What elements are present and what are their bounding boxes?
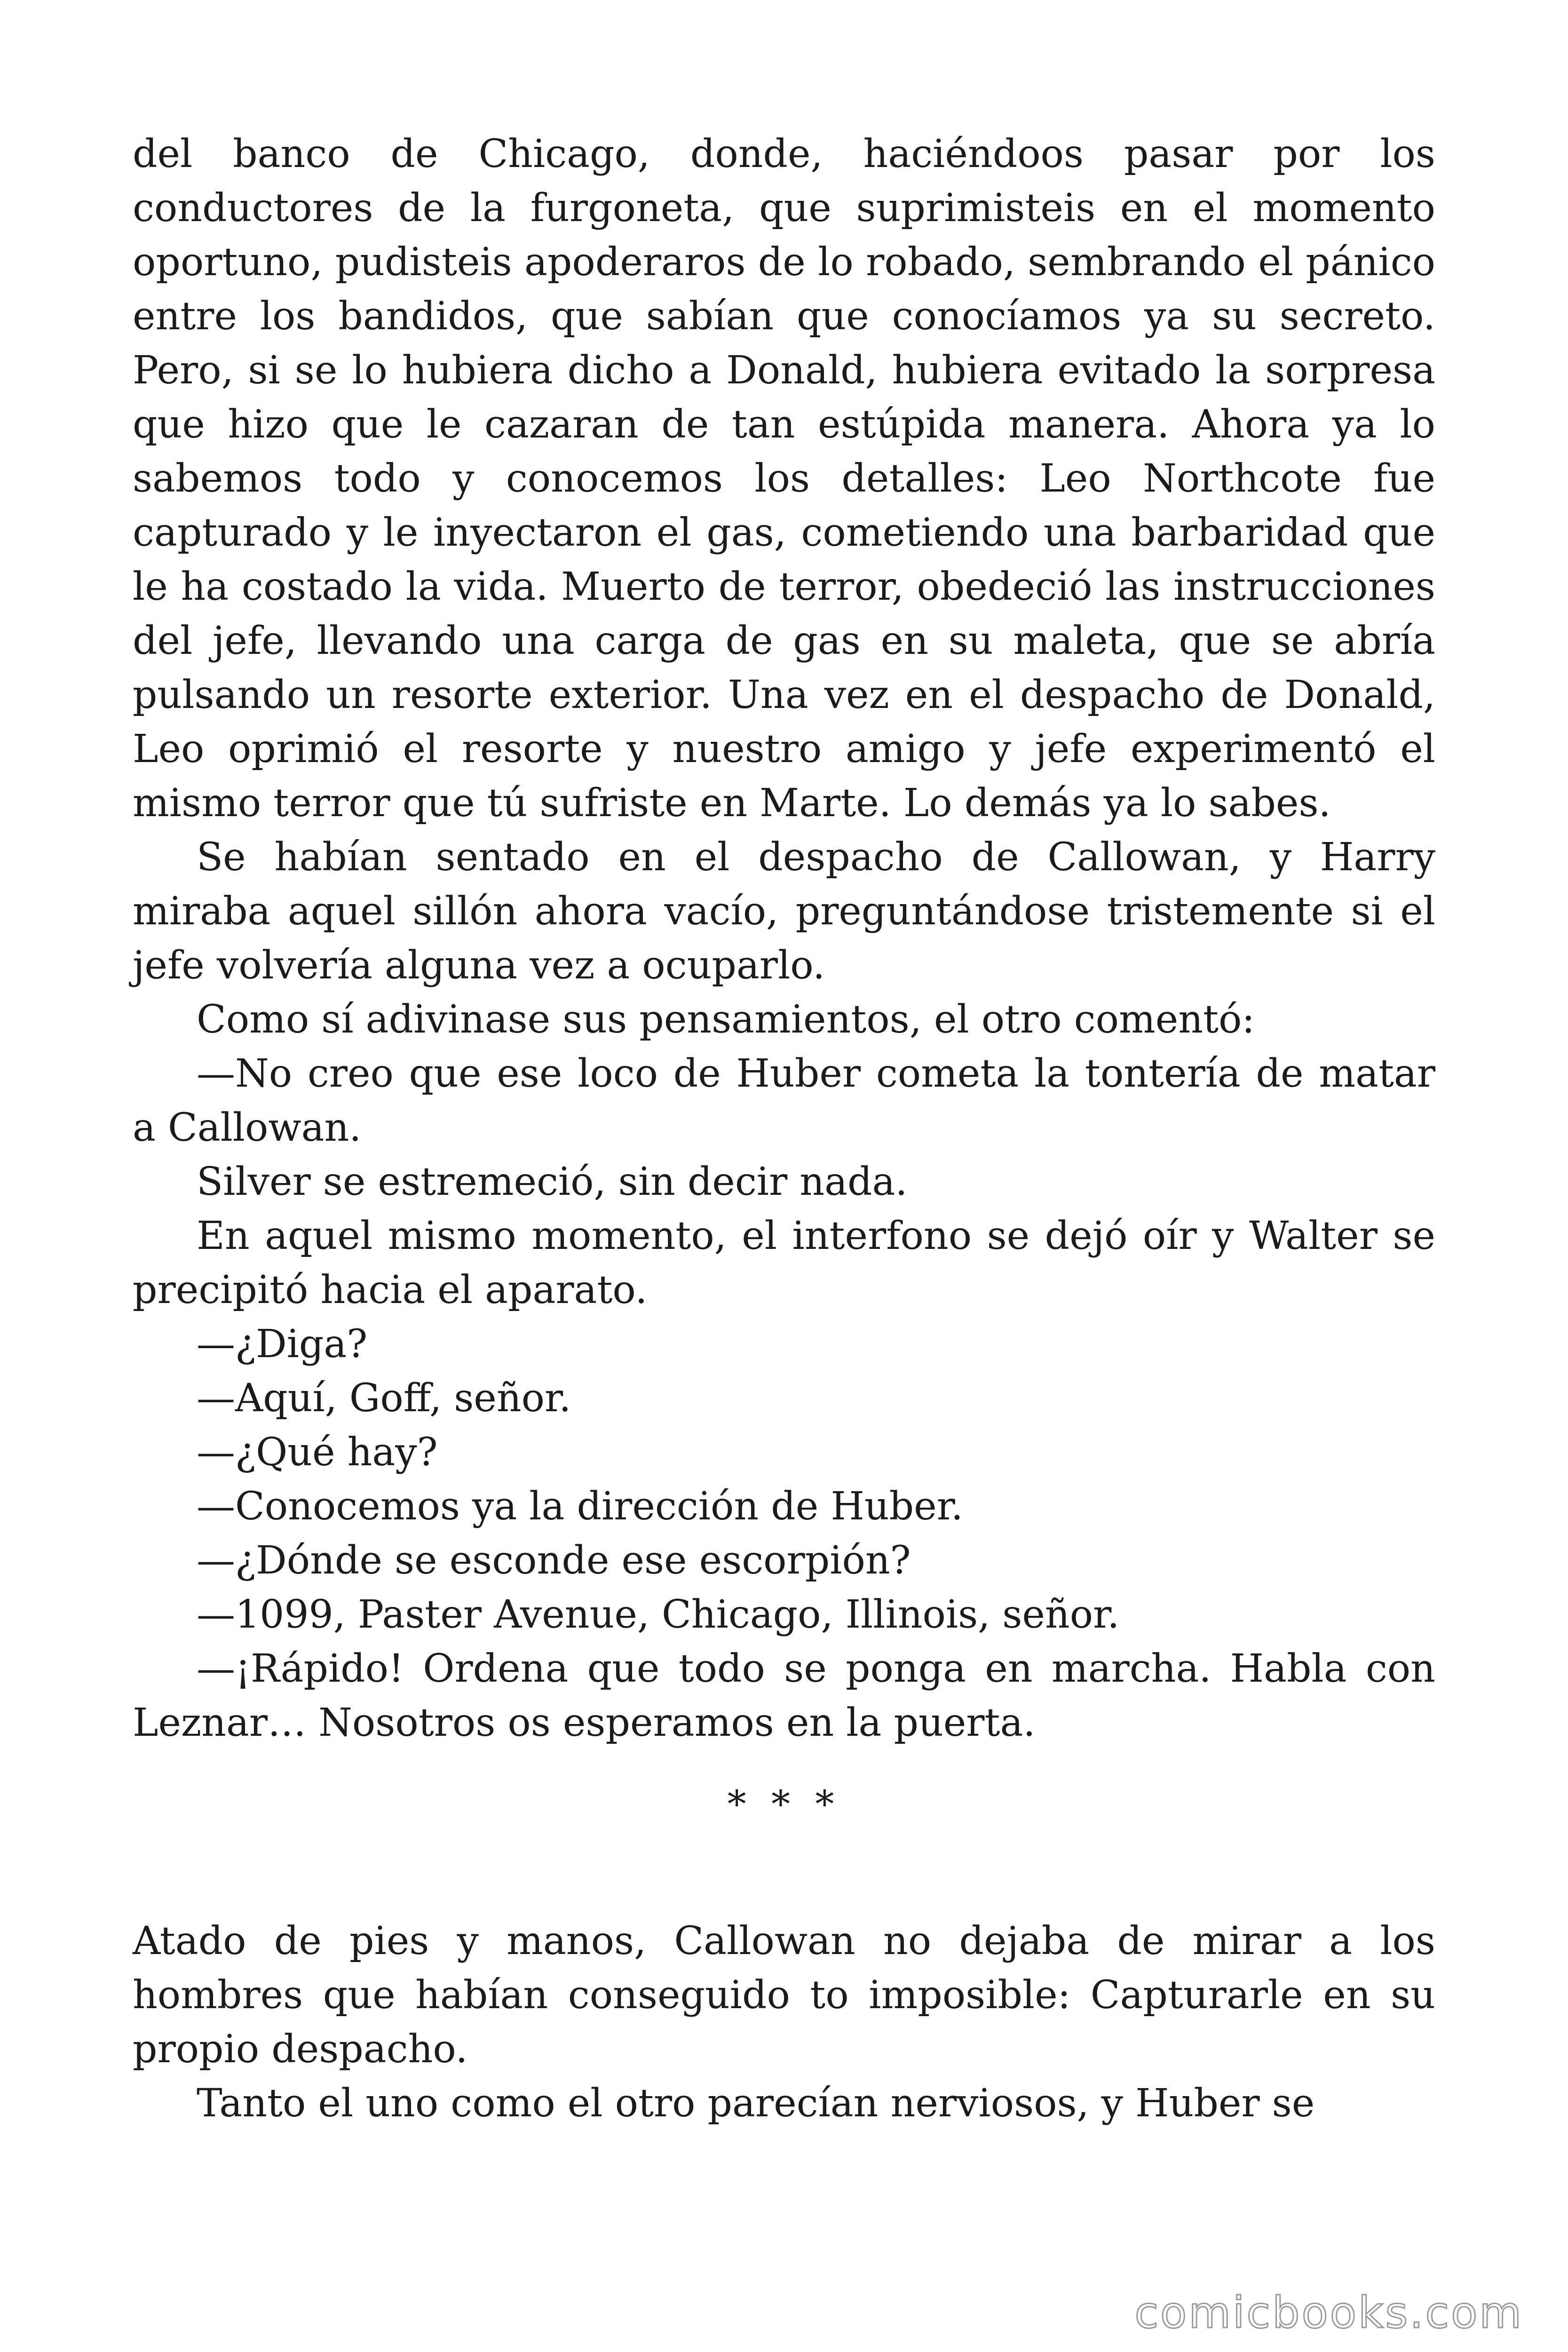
watermark-logo: comicbooks.com xyxy=(1134,2288,1523,2338)
dialogue-line: —Aquí, Goff, señor. xyxy=(197,1376,571,1421)
dialogue-line: —No creo que ese loco de Huber cometa la tontería de matar a Callowan. xyxy=(133,1051,1435,1150)
paragraph: del banco de Chicago, donde, haciéndoos pasar por los conductores de la furgoneta, que suprimisteis en el momento oportuno, pudisteis apoderaros de lo robado, sembrando el pánico entre los bandidos, que sabían que conocíamos ya su secreto. Pero, si se lo hubiera dicho a Donald, hubiera evitado la sorpresa que hizo que le cazaran de tan estúpida manera. Ahora ya lo sabemos todo y conocemos los detalles: Leo Northcote fue capturado y le inyectaron el gas, cometiendo una barbaridad que le ha costado la vida. Muerto de terror, obedeció las instrucciones del jefe, llevando una carga de gas en su maleta, que se abría pulsando un resorte exterior. Una vez en el despacho de Donald, Leo oprimió el resorte y nuestro amigo y jefe experimentó el mismo terror que tú sufriste en Marte. Lo demás ya lo sabes. xyxy=(133,132,1435,826)
paragraph: Tanto el uno como el otro parecían nerviosos, y Huber se xyxy=(197,2081,1315,2126)
page-body xyxy=(133,127,1435,2130)
paragraph: Se habían sentado en el despacho de Callowan, y Harry miraba aquel sillón ahora vacío, preguntándose tristemente si el jefe volvería alguna vez a ocuparlo. xyxy=(133,835,1435,988)
dialogue-line: —¿Dónde se esconde ese escorpión? xyxy=(197,1538,911,1583)
dialogue-line: —¿Qué hay? xyxy=(197,1430,438,1475)
paragraph: En aquel mismo momento, el interfono se dejó oír y Walter se precipitó hacia el aparato. xyxy=(133,1214,1435,1312)
dialogue-line: —¿Diga? xyxy=(197,1322,368,1367)
dialogue-line: —¡Rápido! Ordena que todo se ponga en marcha. Habla con Leznar… Nosotros os esperamos en la puerta. xyxy=(133,1646,1435,1745)
dialogue-line: —Conocemos ya la dirección de Huber. xyxy=(197,1484,963,1529)
paragraph: Como sí adivinase sus pensamientos, el otro comentó: xyxy=(197,997,1255,1042)
paragraph: Silver se estremeció, sin decir nada. xyxy=(197,1160,908,1204)
section-separator: * * * xyxy=(727,1782,841,1826)
dialogue-line: —1099, Paster Avenue, Chicago, Illinois, señor. xyxy=(197,1592,1120,1637)
paragraph: Atado de pies y manos, Callowan no dejaba de mirar a los hombres que habían conseguido to imposible: Capturarle en su propio despacho. xyxy=(133,1919,1435,2072)
